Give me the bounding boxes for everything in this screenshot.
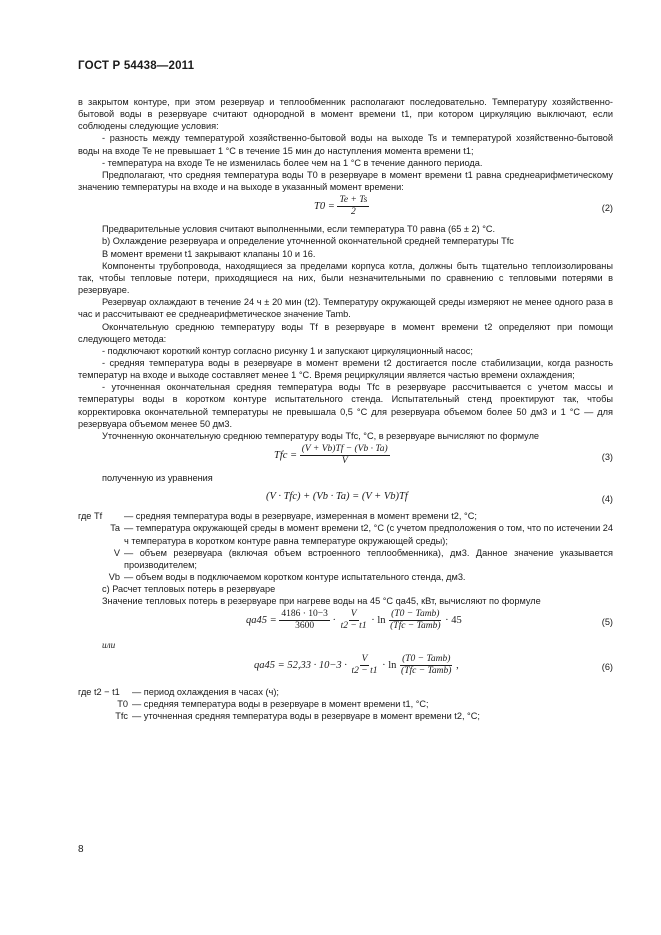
definition-body: — объем резервуара (включая объем встроенного теплообменника), дм3. Данное значение указывается производителем; <box>124 547 613 570</box>
definition-item <box>78 522 613 546</box>
definition-body: — период охлаждения в часах (ч); <box>132 686 279 697</box>
paragraph: Предполагают, что средняя температура воды T0 в резервуаре в момент времени t1 равна среднеарифметическому значению температуры на входе и на выходе в указанный момент времени: <box>78 169 613 193</box>
paragraph: - средняя температура воды в резервуаре в момент времени t2 достигается после стабилизации, когда разность температур на входе и выходе составляет менее 1 °С. Время рециркуляции является частью времени охлаждения; <box>78 357 613 381</box>
formula-3-lhs: Tfc = <box>274 449 298 461</box>
paragraph: Предварительные условия считают выполненными, если температура T0 равна (65 ± 2) °С. <box>102 224 496 235</box>
formula-5-lhs: qa45 = <box>246 615 277 627</box>
formula-5-constant: $\frac{4186 \cdot 10-3}{3600}$ <box>281 609 328 632</box>
definition-term: V <box>113 547 120 558</box>
definition-term: где t2 − t1 <box>78 686 120 697</box>
formula-3-number: (3) <box>601 452 613 463</box>
paragraph: с) Расчет тепловых потерь в резервуаре <box>102 584 276 595</box>
definition-body: — температура окружающей среды в момент времени t2, °С (с учетом предположения о том, что по истечении 24 ч температура в коротком контуре равна температуре окружающей среды); <box>124 523 613 546</box>
paragraph: Значение тепловых потерь в резервуаре при нагреве воды на 45 °С qa45, кВт, вычисляют по формуле <box>102 596 541 607</box>
formula-2-fraction: $\frac{Te + Ts}{2}$ <box>339 195 368 218</box>
definition-term: Tfc <box>115 710 128 721</box>
paragraph: Уточненную окончательную среднюю температуру воды Tfc, °С, в резервуаре вычисляют по формуле <box>102 430 540 441</box>
definition-body: — средняя температура воды в резервуаре, измеренная в момент времени t2, °С; <box>124 511 477 522</box>
definition-item <box>78 710 613 722</box>
definition-item <box>78 571 613 583</box>
page-header: ГОСТ Р 54438—2011 <box>78 60 195 72</box>
paragraph: или <box>102 640 116 651</box>
paragraph: - подключают короткий контур согласно рисунку 1 и запускают циркуляционный насос; <box>102 345 473 356</box>
formula-4 <box>78 484 613 510</box>
formula-5-ln-fraction: (T0 − Tamb) (Tfc − Tamb) <box>390 609 441 632</box>
formula-6-ln-fraction: (T0 − Tamb) (Tfc − Tamb) <box>401 653 452 676</box>
paragraph: - разность между температурой хозяйственно-бытовой воды на выходе Ts и температурой хозяйственно-бытовой воды на входе Te не превышает 1 °С в течение 15 мин до наступления момента времени t1; <box>78 133 613 156</box>
formula-2-lhs: T0 = <box>314 201 335 213</box>
formula-6-volume-fraction: $\frac{V}{t2 - t1}$ <box>351 653 378 676</box>
formula-6-number: (6) <box>601 661 613 672</box>
paragraph: b) Охлаждение резервуара и определение уточненной окончательной средней температуры Tfc <box>102 236 514 247</box>
paragraph: Компоненты трубопровода, находящиеся за пределами корпуса котла, должны быть тщательно теплоизолированы так, чтобы тепловые потери, приходящиеся на них, были незначительными по сравнению с тепловыми потерями в резервуаре. <box>78 260 613 296</box>
definition-item <box>78 686 613 698</box>
paragraph: В момент времени t1 закрывают клапаны 10 и 16. <box>102 248 316 259</box>
definition-term: где Tf <box>78 511 103 522</box>
formula-3 <box>78 442 613 472</box>
definition-item <box>78 547 613 571</box>
formula-4-text: (V · Tfc) + (Vb · Ta) = (V + Vb)Tf <box>266 491 408 503</box>
paragraph: Резервуар охлаждают в течение 24 ч ± 20 мин (t2). Температуру окружающей среды измеряют не менее одного раза в час и рассчитывают ее среднеарифметическое значение Tamb. <box>78 297 613 320</box>
formula-5: qa45 = $\frac{4186 \cdot 10-3}{3600}$ · $\frac{V}{t2 - t1}$ · ln (T0 − Tamb) (Tfc − Tamb) · 45 (5) <box>246 609 613 632</box>
formula-3-fraction: $\frac{(V + Vb)Tf - (Vb \cdot Ta)}{V}$ <box>301 444 388 467</box>
paragraph: - уточненная окончательная средняя температура воды Tfc в резервуаре рассчитывается с учетом массы и температуры воды в коротком контуре испытательного стенда. Испытательный стенд проектируют так, чтобы корректировка окончательной температуры не превышала 0,5 °С для резервуара объемом более 50 дм3 и 1 °С — для резервуара объемом менее 50 дм3. <box>78 382 613 429</box>
definition-term: Vb <box>108 572 120 582</box>
definition-body: — средняя температура воды в резервуаре в момент времени t1, °С; <box>132 698 429 709</box>
page-number: 8 <box>78 844 84 855</box>
paragraph: полученную из уравнения <box>102 473 213 484</box>
definition-term: T0 <box>117 698 128 709</box>
formula-4-number: (4) <box>601 494 613 505</box>
definition-body: — уточненная средняя температура воды в резервуаре в момент времени t2, °С; <box>132 710 480 721</box>
paragraph: Окончательную среднюю температуру воды Tf в резервуаре в момент времени t2 определяют при помощи следующего метода: <box>78 321 613 344</box>
definition-item <box>78 698 613 710</box>
document-body <box>78 96 613 722</box>
formula-2 <box>78 193 613 223</box>
formula-2-number: (2) <box>601 203 613 214</box>
paragraph: в закрытом контуре, при этом резервуар и теплообменник располагают последовательно. Температуру хозяйственно-бытовой воды в резервуаре считают однородной в момент времени t1, при котором циркуляцию выключают, если соблюдены следующие условия: <box>78 97 613 132</box>
formula-6: qa45 = 52,33 · 10−3 · $\frac{V}{t2 - t1}$ · ln (T0 − Tamb) (Tfc − Tamb) , (6) <box>254 653 613 676</box>
paragraph: - температура на входе Te не изменилась более чем на 1 °С в течение данного периода. <box>102 157 483 168</box>
definition-body: — объем воды в подключаемом коротком контуре испытательного стенда, дм3. <box>124 572 466 582</box>
definition-item <box>78 510 613 522</box>
formula-5-number: (5) <box>601 617 613 628</box>
formula-5-volume-fraction: $\frac{V}{t2 - t1}$ <box>340 609 367 632</box>
formula-6-lhs: qa45 = 52,33 · 10−3 · <box>254 659 347 671</box>
definition-term: Ta <box>110 523 120 534</box>
